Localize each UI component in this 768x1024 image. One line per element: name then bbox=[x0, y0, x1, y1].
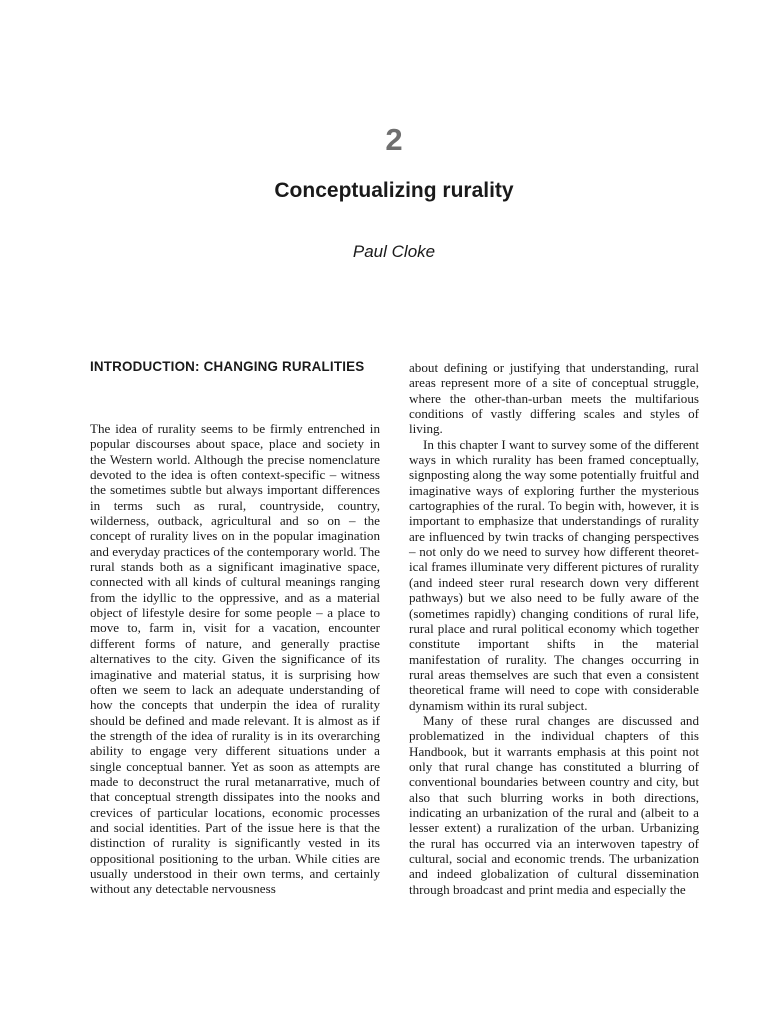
body-paragraph: Many of these rural changes are discussed and problematized in the individual chapters of this Handbook, but it warrants emphasis at this point not only that rural change has constituted a blurring of conventional boundaries between country and city, but also that such blurring works in both directions, indicating an urbanization of the rural and (albeit to a lesser extent) a ruralization of the urban. Urbanizing the rural has occurred via an interwoven tapestry of cultural, social and economic trends. The urbanization and indeed globalization of cultural dissemination through broadcast and print media and especially the bbox=[409, 712, 699, 897]
right-column bbox=[409, 360, 699, 897]
body-paragraph: In this chapter I want to survey some of the different ways in which rurality has been framed conceptually, signposting along the way some potentially fruitful and imaginative ways of exploring further the mysterious cartographies of the rural. To begin with, however, it is important to emphasize that understandings of rurality are influenced by twin tracks of changing perspectives – not only do we need to survey how different theoretical frames illuminate very different pictures of rurality (and indeed steer rural research down very different pathways) but we also need to be fully aware of the (sometimes rapidly) changing conditions of rural life, rural place and rural political economy which together constitute important shifts in the material manifestation of rurality. The changes occurring in rural areas themselves are such that even a consistent theoretical frame will need to cope with considerable dynamism within its rural subject. bbox=[409, 436, 699, 713]
section-heading: INTRODUCTION: CHANGING RURALITIES bbox=[90, 359, 365, 374]
body-paragraph: The idea of rurality seems to be firmly entrenched in popular discourses about space, place and society in the Western world. Although the precise nomenclature devoted to the idea is often context-specific – witness the sometimes subtle but always important differences in terms such as rural, countryside, country, wilderness, outback, agricultural and so on – the concept of rurality lives on in the popular imagination and everyday practices of the contemporary world. The rural stands both as a significant imaginative space, connected with all kinds of cultural meanings ranging from the idyllic to the oppressive, and as a material object of lifestyle desire for some people – a place to move to, farm in, visit for a vacation, encounter different forms of nature, and generally practise alternatives to the city. Given the significance of its imaginative and material status, it is surprising how often we seem to lack an adequate understanding of how the concepts that underpin the idea of rurality should be defined and made relevant. It is almost as if the strength of the idea of rurality is in its overarching ability to engage very different situations under a single conceptual banner. Yet as soon as attempts are made to deconstruct the rural metanarrative, much of that conceptual strength dissipates into the nooks and crevices of particular locations, economic processes and social identities. Part of the issue here is that the distinction of rurality is significantly vested in its oppositional positioning to the urban. While cities are usually understood in their own terms, and certainly without any detectable nervousness bbox=[90, 421, 380, 897]
left-column bbox=[90, 421, 380, 897]
chapter-author: Paul Cloke bbox=[352, 242, 436, 261]
chapter-number: 2 bbox=[385, 122, 403, 157]
body-paragraph: about defining or justifying that understanding, rural areas represent more of a site of conceptual struggle, where the other-than-urban meets the multifarious conditions of vastly differing scales and styles of living. bbox=[409, 360, 699, 437]
chapter-title: Conceptualizing rurality bbox=[274, 179, 514, 202]
